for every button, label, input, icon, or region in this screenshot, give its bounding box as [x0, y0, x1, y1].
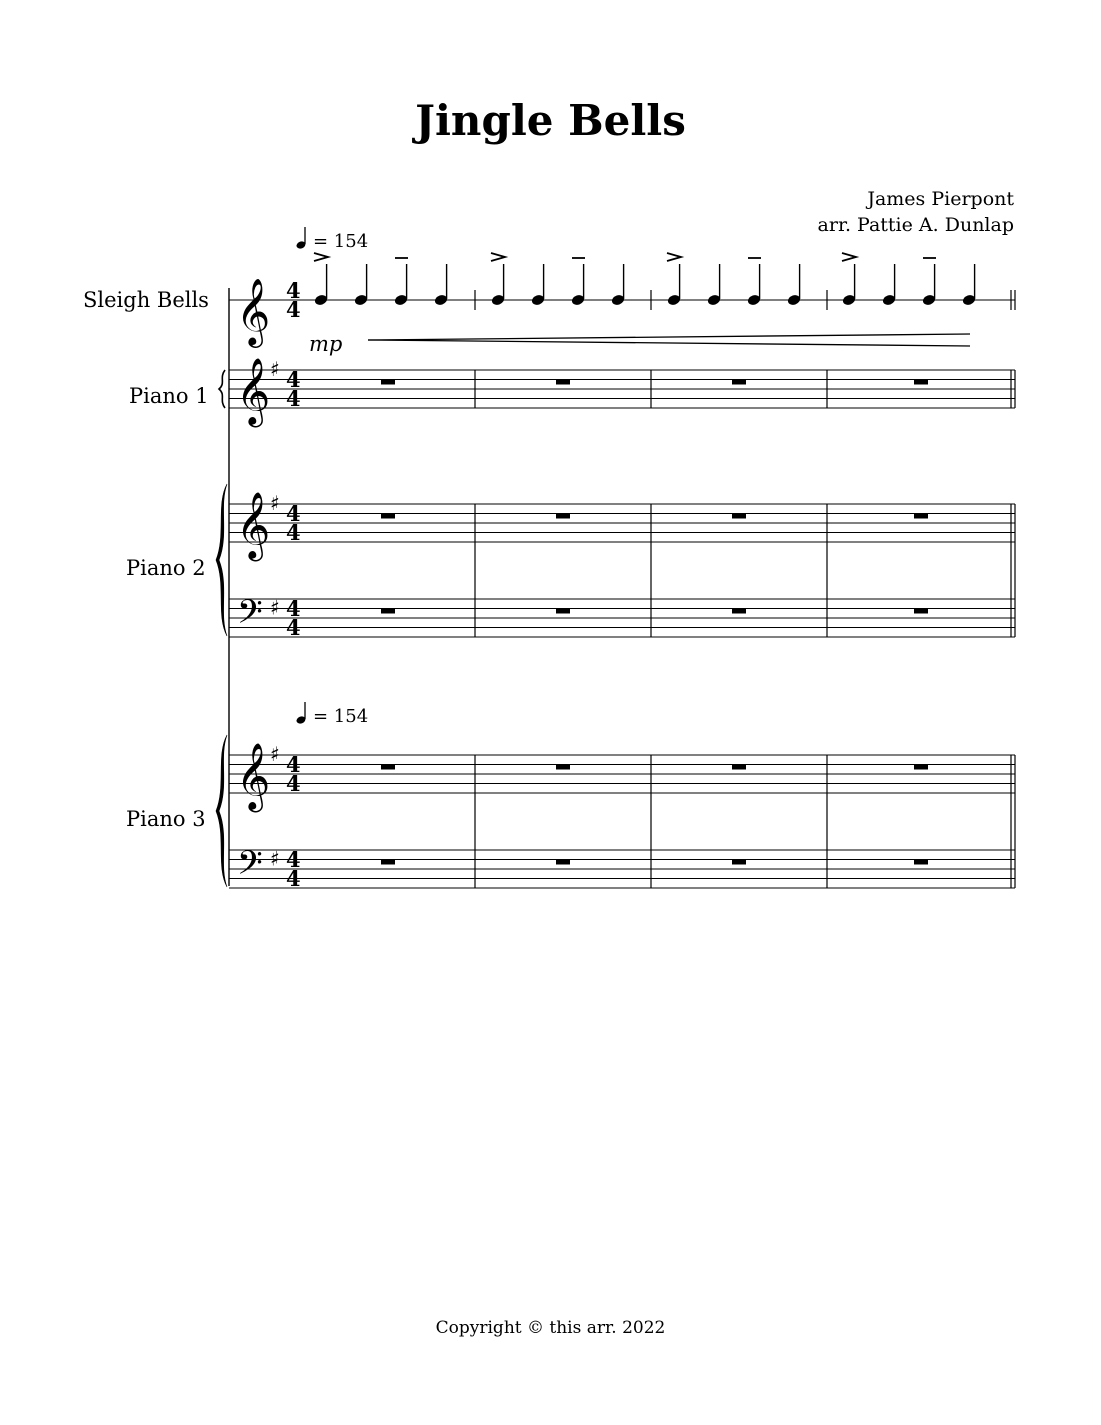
time-signature-denominator: 4 [286, 520, 301, 545]
copyright-notice: Copyright © this arr. 2022 [435, 1318, 666, 1338]
whole-rest [556, 514, 570, 519]
whole-rest [732, 514, 746, 519]
whole-rest [732, 765, 746, 770]
sharp-icon: ♯ [270, 742, 280, 766]
articulations [314, 253, 936, 261]
whole-rest [381, 380, 395, 385]
whole-rest [381, 860, 395, 865]
quarter-note-icon [296, 227, 307, 250]
whole-rests [381, 380, 928, 865]
time-signature-numerator: 4 [286, 752, 301, 777]
staff-lines [229, 300, 1015, 891]
whole-rest [732, 860, 746, 865]
time-signatures [286, 278, 301, 891]
whole-rest [914, 380, 928, 385]
brace-icon [216, 484, 227, 636]
bass-clef-icon: 𝄢 [237, 593, 263, 640]
braces [216, 370, 227, 887]
whole-rest [732, 380, 746, 385]
clefs [236, 277, 270, 890]
score-title: Jingle Bells [415, 96, 686, 145]
whole-rest [732, 609, 746, 614]
whole-rest [556, 860, 570, 865]
sharp-icon: ♯ [270, 595, 280, 620]
time-signature-denominator: 4 [286, 297, 301, 322]
brace-icon [216, 735, 227, 887]
whole-rest [381, 765, 395, 770]
sharp-icon: ♯ [270, 846, 280, 871]
whole-rest [914, 765, 928, 770]
tempo-text: = 154 [313, 231, 369, 252]
dynamic-mp: mp [309, 332, 343, 356]
whole-rest [381, 609, 395, 614]
time-signature-denominator: 4 [286, 386, 301, 411]
whole-rest [914, 860, 928, 865]
accent-mark [667, 253, 681, 261]
whole-rest [556, 380, 570, 385]
treble-clef-icon: 𝄞 [236, 356, 271, 425]
time-signature-numerator: 4 [286, 367, 301, 392]
accent-mark [491, 253, 505, 261]
quarter-note-icon [296, 702, 307, 725]
accent-mark [314, 253, 328, 261]
arranger-name: arr. Pattie A. Dunlap [817, 214, 1014, 236]
crescendo-hairpin [368, 334, 970, 346]
time-signature-denominator: 4 [286, 866, 301, 891]
bass-clef-icon: 𝄢 [237, 844, 263, 891]
instrument-label-piano-3: Piano 3 [126, 807, 206, 831]
treble-clef-icon: 𝄞 [236, 741, 271, 810]
whole-rest [381, 514, 395, 519]
sharp-icon: ♯ [270, 491, 280, 515]
instrument-label-piano-2: Piano 2 [126, 556, 206, 580]
tempo-text-2: = 154 [313, 706, 369, 727]
time-signature-denominator: 4 [286, 771, 301, 796]
treble-clef-icon: 𝄞 [236, 490, 271, 559]
time-signature-numerator: 4 [286, 847, 301, 872]
time-signature-numerator: 4 [286, 596, 301, 621]
time-signature-numerator: 4 [286, 278, 301, 303]
whole-rest [556, 765, 570, 770]
time-signature-denominator: 4 [286, 615, 301, 640]
treble-clef-icon: 𝄞 [236, 277, 271, 345]
composer-name: James Pierpont [867, 188, 1014, 210]
whole-rest [914, 609, 928, 614]
brace-icon [219, 370, 225, 408]
whole-rest [914, 514, 928, 519]
instrument-label-piano-1: Piano 1 [129, 384, 209, 408]
whole-rest [556, 609, 570, 614]
instrument-label-sleigh-bells: Sleigh Bells [83, 288, 209, 312]
accent-mark [842, 253, 856, 261]
time-signature-numerator: 4 [286, 501, 301, 526]
sharp-icon: ♯ [270, 357, 280, 381]
tempo-marking [296, 227, 369, 252]
tempo-marking-2 [296, 702, 369, 727]
